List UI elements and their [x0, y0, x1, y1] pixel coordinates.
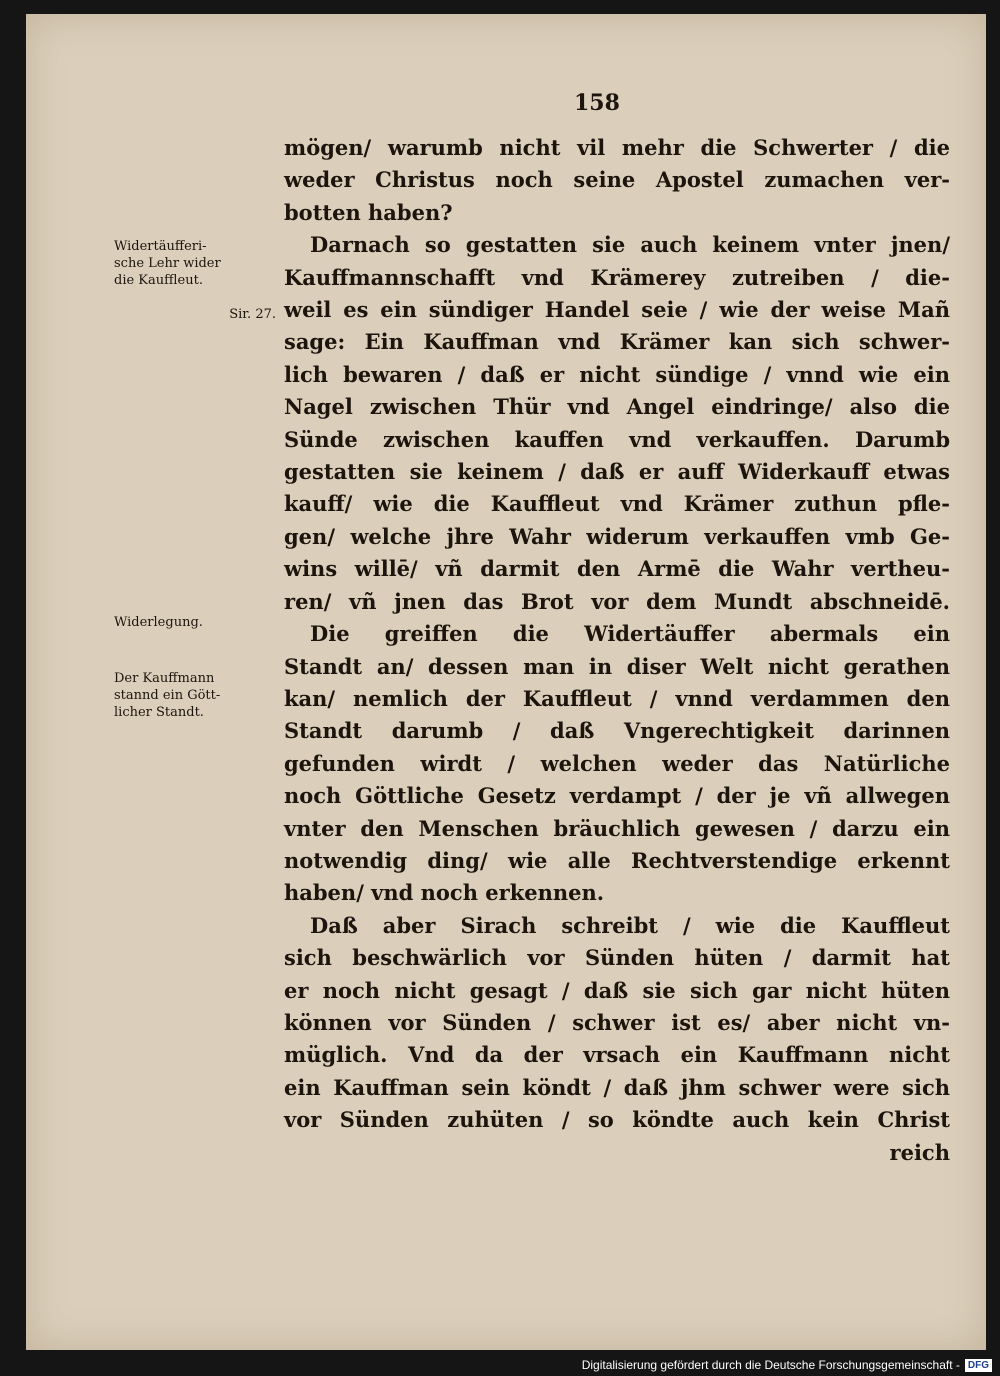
margin-note-refutation [114, 614, 276, 631]
text-line: Standt an/ dessen man in diser Welt nicht gerathen [284, 653, 950, 679]
body-text [284, 132, 950, 1169]
text-line: können vor Sünden / schwer ist es/ aber nicht vn- [284, 1009, 950, 1035]
text-line: ein Kauffman sein köndt / daß jhm schwer were sich [284, 1074, 950, 1100]
text-line: kan/ nemlich der Kauffleut / vnnd verdammen den [284, 685, 950, 711]
margin-note-line: Sir. 27. [229, 307, 276, 322]
margin-note-sirach-reference [114, 306, 276, 323]
margin-note-line: Widerlegung. [114, 615, 203, 630]
text-line: vnter den Menschen bräuchlich gewesen / darzu ein [284, 815, 950, 841]
credit-text: Digitalisierung gefördert durch die Deutsche Forschungsgemeinschaft - [581, 1358, 960, 1372]
text-line: lich bewaren / daß er nicht sündige / vnnd wie ein [284, 361, 950, 387]
scanned-page [26, 14, 986, 1350]
text-line: weil es ein sündiger Handel seie / wie der weise Mañ [284, 297, 950, 323]
text-line: müglich. Vnd da der vrsach ein Kauffmann nicht [284, 1042, 950, 1068]
text-line: Darnach so gestatten sie auch keinem vnter jnen/ [310, 232, 950, 258]
text-line: kauff/ wie die Kauffleut vnd Krämer zuthun pfle- [284, 491, 950, 517]
text-line: er noch nicht gesagt / daß sie sich gar nicht hüten [284, 977, 950, 1003]
text-line: haben/ vnd noch erkennen. [284, 880, 605, 906]
text-line: notwendig ding/ wie alle Rechtverstendige erkennt [284, 847, 950, 873]
text-line: gestatten sie keinem / daß er auff Widerkauff etwas [284, 459, 950, 485]
margin-note-line: stannd ein Gött- [114, 688, 221, 703]
margin-note-line: sche Lehr wider [114, 256, 221, 271]
text-line: Nagel zwischen Thür vnd Angel eindringe/ also die [284, 394, 950, 420]
digitization-credit [582, 1358, 992, 1372]
text-line: noch Göttliche Gesetz verdampt / der je vñ allwegen [284, 783, 950, 809]
text-line: gen/ welche jhre Wahr widerum verkauffen vmb Ge- [284, 523, 950, 549]
margin-note-line: die Kauffleut. [114, 273, 203, 288]
text-line: Kauffmannschafft vnd Krämerey zutreiben / die- [284, 264, 950, 290]
margin-note-line: licher Standt. [114, 705, 204, 720]
margin-note-line: Der Kauffmann [114, 671, 215, 686]
text-line: sage: Ein Kauffman vnd Krämer kan sich schwer- [284, 329, 950, 355]
text-line: ren/ vñ jnen das Brot vor dem Mundt abschneidē. [284, 588, 950, 614]
margin-note-line: Widertäufferi- [114, 239, 207, 254]
text-line: wins willē/ vñ darmit den Armē die Wahr vertheu- [284, 556, 950, 582]
text-line: Daß aber Sirach schreibt / wie die Kauffleut [310, 912, 950, 938]
catchword: reich [889, 1139, 950, 1165]
text-line: Die greiffen die Widertäuffer abermals ein [310, 621, 950, 647]
page-number: 158 [574, 90, 620, 116]
text-line: Standt darumb / daß Vngerechtigkeit darinnen [284, 718, 950, 744]
text-line: weder Christus noch seine Apostel zumachen ver- [284, 167, 950, 193]
margin-note-merchant-estate [114, 670, 276, 721]
text-line: botten haben? [284, 199, 453, 225]
text-line: Sünde zwischen kauffen vnd verkauffen. Darumb [284, 426, 950, 452]
text-line: gefunden wirdt / welchen weder das Natürliche [284, 750, 950, 776]
text-line: sich beschwärlich vor Sünden hüten / darmit hat [284, 945, 950, 971]
text-line: vor Sünden zuhüten / so köndte auch kein Christ [284, 1107, 950, 1133]
dfg-logo: DFG [965, 1359, 992, 1372]
margin-note-anabaptist-teaching [114, 238, 276, 289]
text-line: mögen/ warumb nicht vil mehr die Schwerter / die [284, 135, 950, 160]
